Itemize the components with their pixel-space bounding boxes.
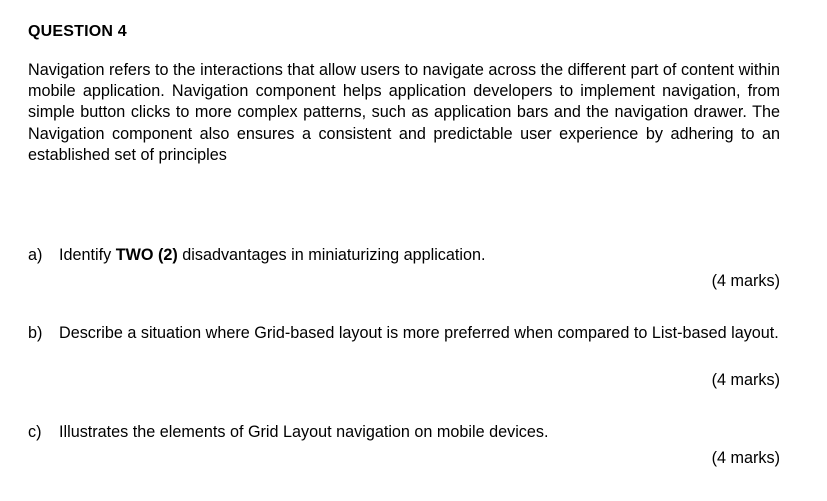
part-a-marks: (4 marks) bbox=[711, 272, 780, 290]
part-a-text bbox=[59, 245, 780, 266]
part-b-marks: (4 marks) bbox=[711, 371, 780, 389]
question-heading: QUESTION 4 bbox=[28, 23, 127, 40]
part-a-text-bold: TWO (2) bbox=[115, 246, 178, 264]
part-a-label: a) bbox=[28, 246, 43, 264]
part-c bbox=[28, 422, 780, 443]
question-intro-paragraph: Navigation refers to the interactions that allow users to navigate across the different part of content within mobile application. Navigation component helps application developers to implement navigation, from simple button clicks to more complex patterns, such as application bars and the navigation drawer. The Navigation component also ensures a consistent and predictable user experience by adhering to an established set of principles bbox=[28, 61, 780, 164]
part-b bbox=[28, 323, 780, 344]
part-b-text: Describe a situation where Grid-based layout is more preferred when compared to List-based layout. bbox=[59, 324, 779, 342]
exam-page bbox=[28, 0, 780, 501]
part-a-text-after: disadvantages in miniaturizing application. bbox=[177, 246, 486, 264]
part-c-text: Illustrates the elements of Grid Layout navigation on mobile devices. bbox=[59, 423, 549, 441]
part-c-label: c) bbox=[28, 423, 42, 441]
part-a-text-before: Identify bbox=[59, 246, 116, 264]
part-c-marks: (4 marks) bbox=[711, 449, 780, 467]
part-a bbox=[28, 245, 780, 266]
part-b-label: b) bbox=[28, 324, 43, 342]
